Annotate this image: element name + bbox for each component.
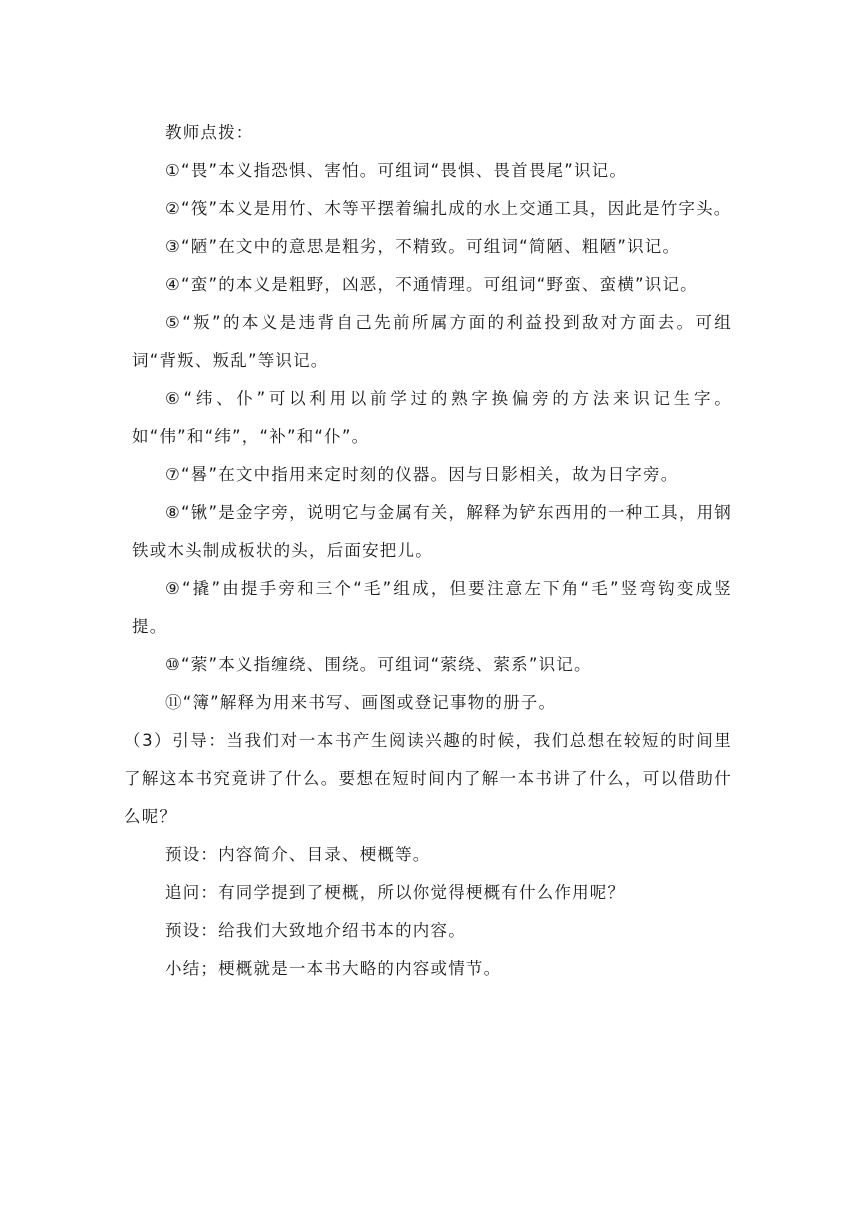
paragraph-preset-2: 预设：给我们大致地介绍书本的内容。 [165, 921, 466, 940]
paragraph-teacher-guidance: 教师点拨： [165, 123, 254, 142]
paragraph-preset-1: 预设：内容简介、目录、梗概等。 [165, 845, 431, 864]
paragraph-guide-3: （3）引导：当我们对一本书产生阅读兴趣的时候，我们总想在较短的时间里了解这本书究竟讲了什么。要想在短时间内了解一本书讲了什么，可以借助什么呢？ [124, 731, 732, 826]
paragraph-item-7: ⑦“晷”在文中指用来定时刻的仪器。因与日影相关，故为日字旁。 [165, 465, 679, 484]
paragraph-item-6: ⑥“纬、仆”可以利用以前学过的熟字换偏旁的方法来识记生字。如“伟”和“纬”，“补”和“仆”。 [132, 389, 732, 446]
paragraph-follow-up: 追问：有同学提到了梗概，所以你觉得梗概有什么作用呢？ [165, 883, 626, 902]
paragraph-item-10: ⑩“萦”本义指缠绕、围绕。可组词“萦绕、萦系”识记。 [165, 655, 592, 674]
paragraph-item-5: ⑤“叛”的本义是违背自己先前所属方面的利益投到敌对方面去。可组词“背叛、叛乱”等识记。 [132, 313, 732, 370]
paragraph-item-9: ⑨“撬”由提手旁和三个“毛”组成，但要注意左下角“毛”竖弯钩变成竖提。 [132, 579, 732, 636]
paragraph-item-4: ④“蛮”的本义是粗野，凶恶，不通情理。可组词“野蛮、蛮横”识记。 [165, 275, 698, 294]
paragraph-item-1: ①“畏”本义指恐惧、害怕。可组词“畏惧、畏首畏尾”识记。 [165, 161, 628, 180]
paragraph-item-2: ②“筏”本义是用竹、木等平摆着编扎成的水上交通工具，因此是竹字头。 [165, 199, 732, 218]
document-body [124, 114, 732, 988]
paragraph-summary: 小结；梗概就是一本书大略的内容或情节。 [165, 959, 502, 978]
paragraph-item-11: ⑪“簿”解释为用来书写、画图或登记事物的册子。 [165, 693, 557, 712]
paragraph-item-3: ③“陋”在文中的意思是粗劣，不精致。可组词“简陋、粗陋”识记。 [165, 237, 681, 256]
paragraph-item-8: ⑧“锹”是金字旁，说明它与金属有关，解释为铲东西用的一种工具，用钢铁或木头制成板状的头，后面安把儿。 [132, 503, 732, 560]
